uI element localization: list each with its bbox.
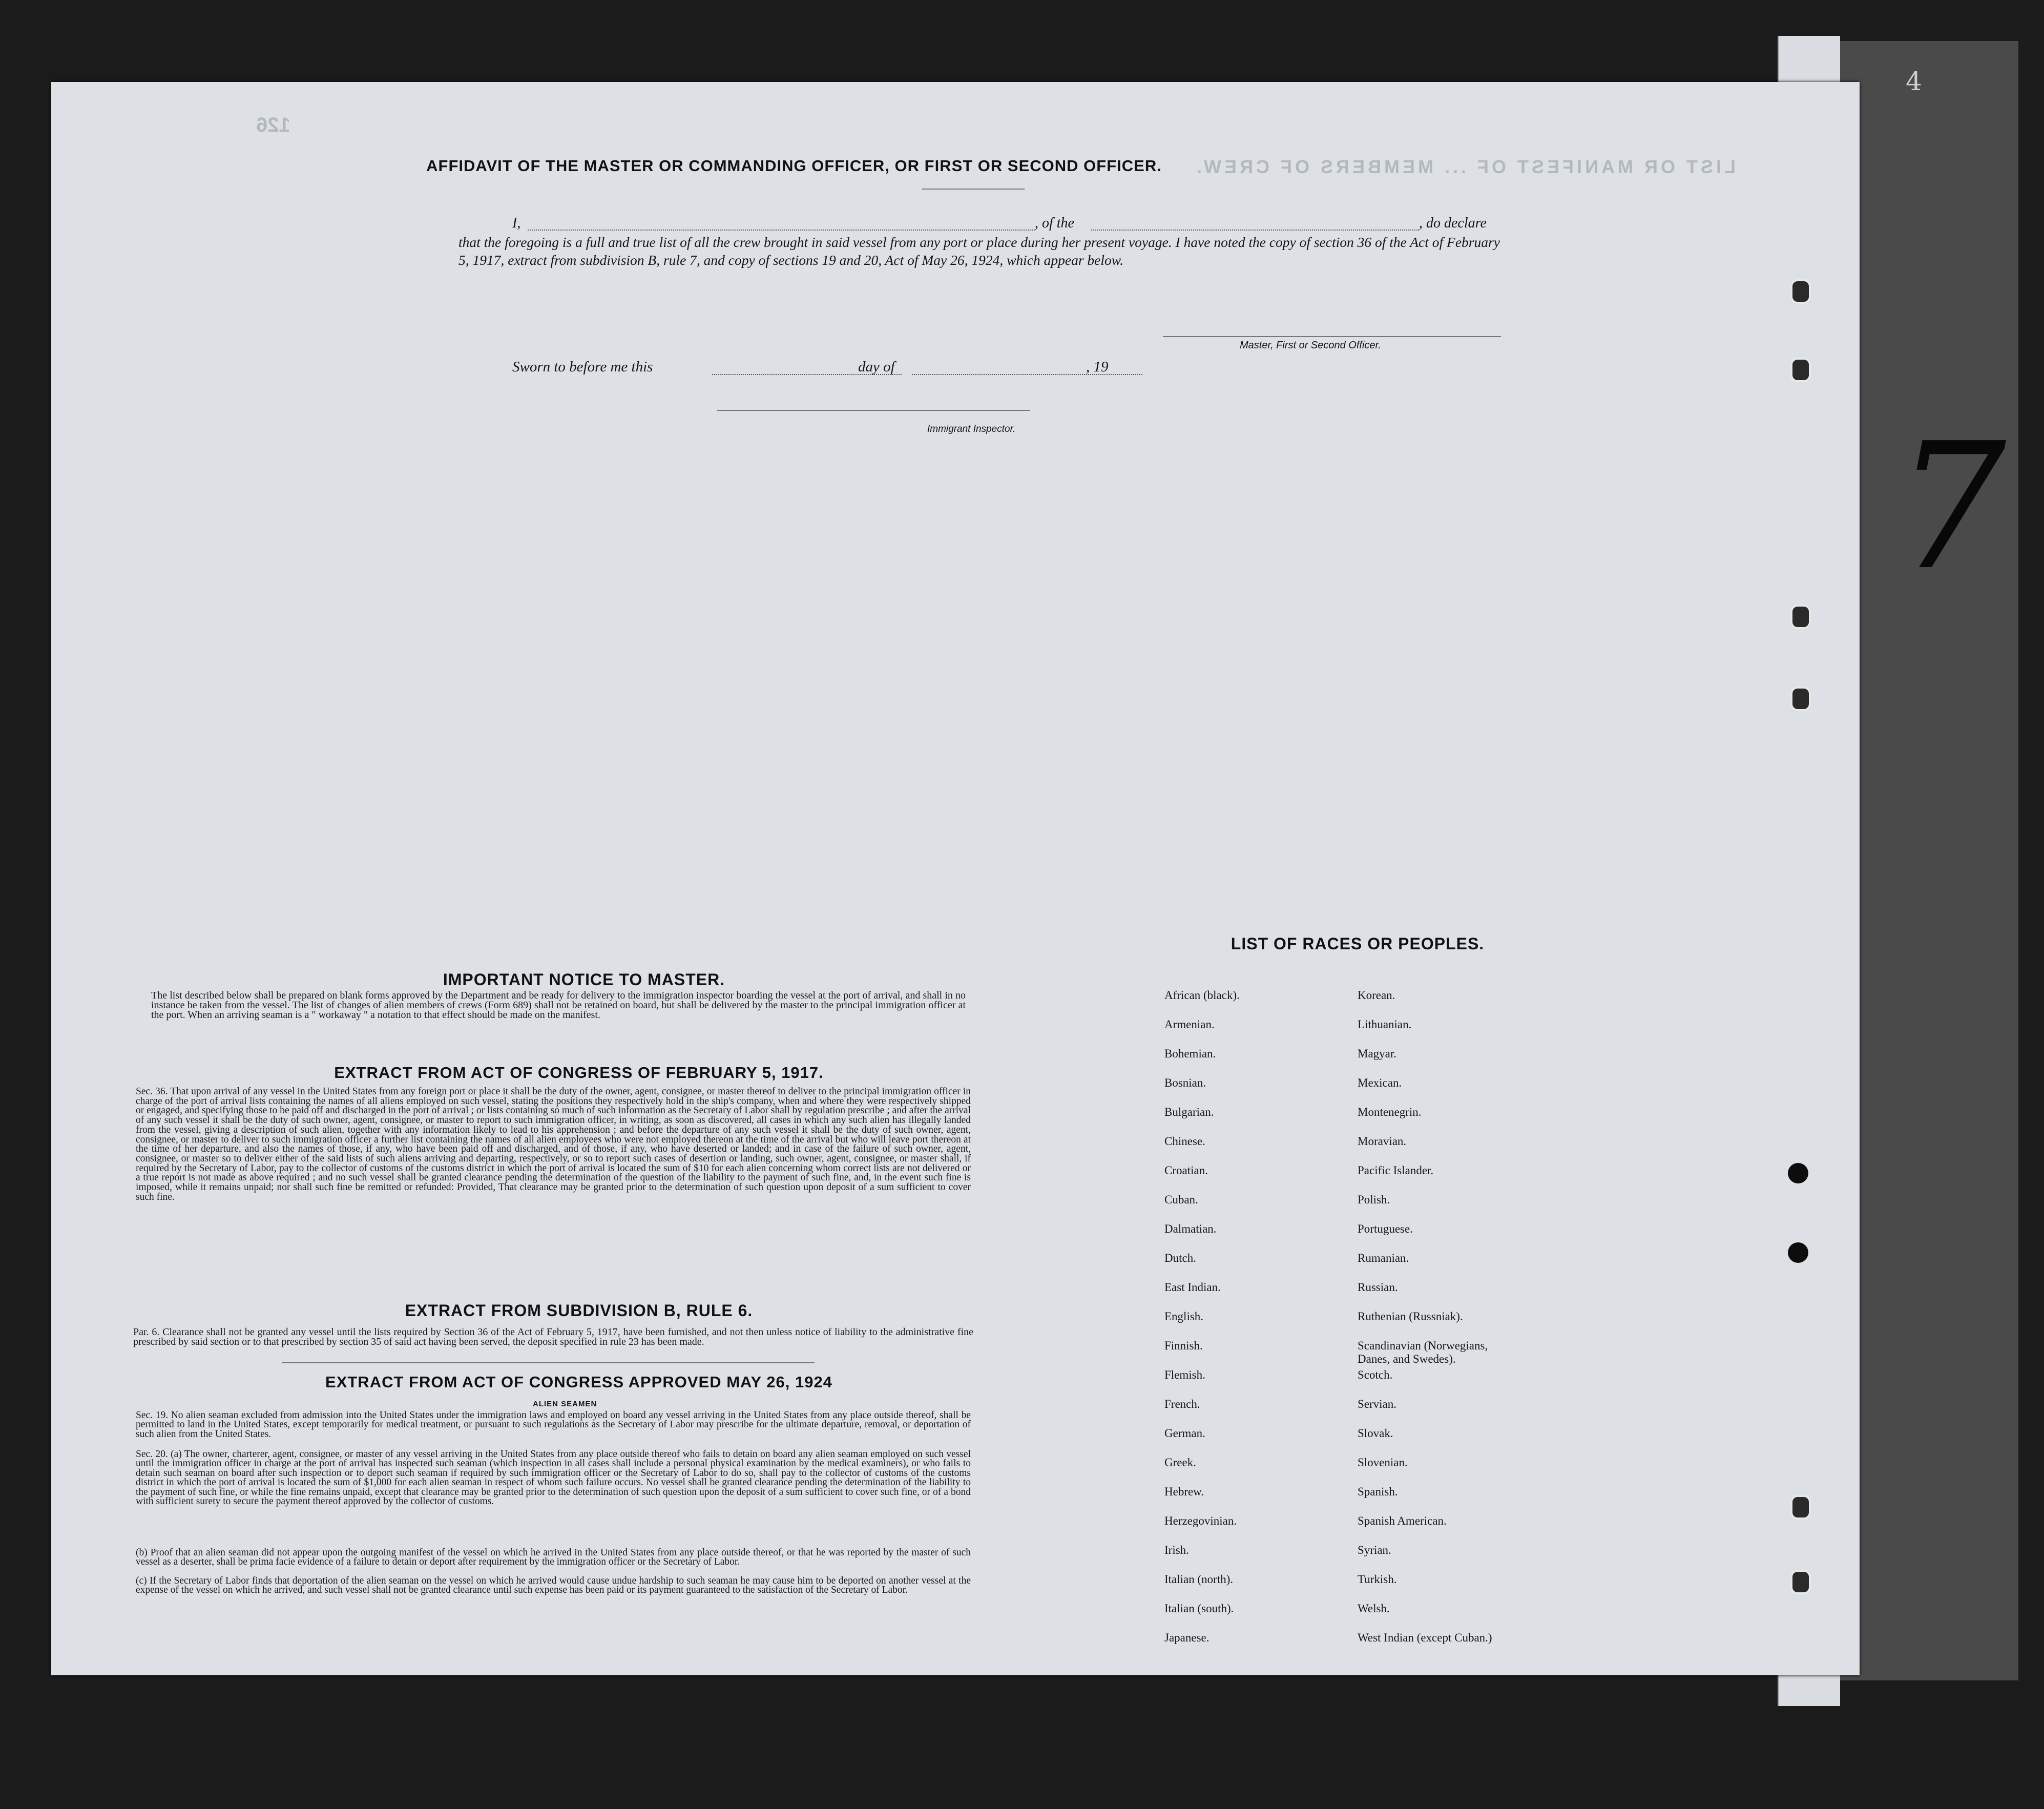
race-entry: Slovenian. bbox=[1358, 1456, 1408, 1469]
race-entry: African (black). bbox=[1164, 989, 1240, 1002]
races-title: LIST OF RACES OR PEOPLES. bbox=[1230, 934, 1485, 953]
binder-hole bbox=[1790, 279, 1811, 304]
corner-number: 4 bbox=[1906, 67, 1922, 96]
race-entry: Rumanian. bbox=[1358, 1252, 1409, 1264]
race-entry: Flemish. bbox=[1164, 1368, 1205, 1381]
race-entry: English. bbox=[1164, 1310, 1204, 1323]
race-entry: Chinese. bbox=[1164, 1135, 1205, 1148]
race-entry: Spanish. bbox=[1358, 1485, 1398, 1498]
day-of-label: day of bbox=[858, 359, 895, 375]
race-entry: Scotch. bbox=[1358, 1368, 1393, 1381]
race-entry: Italian (south). bbox=[1164, 1602, 1234, 1615]
race-entry: Magyar. bbox=[1358, 1047, 1397, 1060]
race-entry: Turkish. bbox=[1358, 1573, 1397, 1586]
race-entry: Armenian. bbox=[1164, 1018, 1215, 1031]
master-name-line bbox=[528, 230, 1035, 231]
race-entry: Herzegovinian. bbox=[1164, 1514, 1237, 1527]
affidavit-i-label: I, bbox=[512, 215, 521, 231]
sec20b-body: (b) Proof that an alien seaman did not appear upon the outgoing manifest of the vessel on which he arrived in the United States from any place outside thereof, or that he was reported by the master of such vessel as a deserter, shall be prima facie evidence of a failure to detain or deport after requirement by the immigration officer or the Secretary of Labor. bbox=[136, 1547, 971, 1568]
race-entry: Hebrew. bbox=[1164, 1485, 1204, 1498]
extract-1917-body: Sec. 36. That upon arrival of any vessel in the United States from any foreign port or place it shall be the duty of the owner, agent, consignee, or master thereof to deliver to the principal immigration officer in charge of the port of arrival lists containing the names of all aliens employed on such vessel, stating the positions they respectively hold in the ship's company, when and where they were respectively shipped or engaged, and specifying those to be paid off and discharged in the port of arrival ; or lists containing so much of such information as the Secretary of Labor shall by regulation prescribe ; and after the arrival of any such vessel it shall be the duty of such owner, agent, consignee, or master to report to such immigration officer, in writing, as soon as discovered, all cases in which any such alien has illegally landed from the vessel, giving a description of such alien, together with any information likely to lead to his apprehension ; and before the departure of any such vessel it shall be the duty of such owner, agent, consignee, or master to deliver to such immigration officer a further list containing the names of all alien employees who were not employed thereon at the time of the arrival but who will leave port thereon at the time of her departure, and also the names of those, if any, who have been paid off and discharged, and of those, if any, who have deserted or landed; and in case of the failure of such owner, agent, consignee, or master so to deliver either of the said lists of such aliens arriving and departing, respectively, or so to report such cases of desertion or landing, such owner, agent, consignee, or master shall, if required by the Secretary of Labor, pay to the collector of customs of the customs district in which the port of arrival is located the sum of $10 for each alien concerning whom correct lists are not delivered or a true report is not made as above required ; and no such vessel shall be granted clearance pending the determination of the question of the liability to the payment of such fine, and, in the event such fine is imposed, while it remains unpaid; nor shall such fine be remitted or refunded: Provided, That clearance may be granted prior to the determination of such question upon deposit of a sum sufficient to cover such fine. bbox=[136, 1086, 971, 1202]
race-entry: Irish. bbox=[1164, 1544, 1189, 1556]
race-entry: Bohemian. bbox=[1164, 1047, 1216, 1060]
inspector-caption: Immigrant Inspector. bbox=[927, 424, 1016, 434]
binder-hole bbox=[1790, 1495, 1811, 1520]
rule6-divider bbox=[282, 1362, 815, 1363]
race-entry: Korean. bbox=[1358, 989, 1395, 1002]
race-entry: Dutch. bbox=[1164, 1252, 1196, 1264]
race-entry: German. bbox=[1164, 1427, 1205, 1440]
race-entry: Servian. bbox=[1358, 1398, 1397, 1410]
race-entry: Slovak. bbox=[1358, 1427, 1393, 1440]
race-entry: Spanish American. bbox=[1358, 1514, 1447, 1527]
race-entry: Finnish. bbox=[1164, 1339, 1203, 1352]
race-entry: Portuguese. bbox=[1358, 1222, 1413, 1235]
race-entry: Scandinavian (Norwegians, Danes, and Swedes). bbox=[1358, 1339, 1488, 1365]
sec20a-body: Sec. 20. (a) The owner, charterer, agent, consignee, or master of any vessel arriving in the United States from any place outside thereof who fails to detain on board any alien seaman employed on such vessel until the immigration officer in charge at the port of arrival has inspected such seaman (which inspection in all cases shall include a personal physical examination by the medical examiners), or who fails to detain such seaman on board after such inspection or to deport such seaman if required by such immigration officer or the Secretary of Labor to do so, shall pay to the collector of customs of the customs district in which the port of arrival is located the sum of $1,000 for each alien seaman in respect of whom such failure occurs. No vessel shall be granted clearance pending the determination of the liability to the payment of such fine, or while the fine remains unpaid, except that clearance may be granted prior to the determination of such question upon the deposit of a sum sufficient to cover such fine, or of a bond with sufficient surety to secure the payment thereof approved by the collector of customs. bbox=[136, 1449, 971, 1507]
race-entry: French. bbox=[1164, 1398, 1200, 1410]
affidavit-body: that the foregoing is a full and true list of all the crew brought in said vessel from any port or place during her present voyage. I have noted the copy of section 36 of the Act of February 5, 1917, extract from subdivision B, rule 7, and copy of sections 19 and 20, Act of May 26, 1924, which appear below. bbox=[458, 234, 1500, 268]
rule6-title: EXTRACT FROM SUBDIVISION B, RULE 6. bbox=[405, 1301, 753, 1320]
affidavit-do-declare-label: , do declare bbox=[1419, 215, 1487, 231]
race-entry: Dalmatian. bbox=[1164, 1222, 1217, 1235]
race-entry: Moravian. bbox=[1358, 1135, 1407, 1148]
inspector-signature-line bbox=[717, 410, 1030, 411]
race-entry: Bulgarian. bbox=[1164, 1106, 1214, 1118]
race-entry: Lithuanian. bbox=[1358, 1018, 1412, 1031]
alien-seamen-subtitle: ALIEN SEAMEN bbox=[533, 1400, 597, 1408]
race-entry: West Indian (except Cuban.) bbox=[1358, 1631, 1492, 1644]
race-entry: Ruthenian (Russniak). bbox=[1358, 1310, 1463, 1323]
punch-mark bbox=[1788, 1242, 1808, 1263]
race-entry: Polish. bbox=[1358, 1193, 1390, 1206]
title-rule bbox=[922, 189, 1025, 190]
large-handwritten-number: 7 bbox=[1895, 406, 2007, 609]
race-entry: Syrian. bbox=[1358, 1544, 1391, 1556]
race-entry: Mexican. bbox=[1358, 1076, 1402, 1089]
notice-title: IMPORTANT NOTICE TO MASTER. bbox=[443, 970, 725, 989]
binder-hole bbox=[1790, 687, 1811, 711]
race-entry: Russian. bbox=[1358, 1281, 1398, 1294]
extract-1924-title: EXTRACT FROM ACT OF CONGRESS APPROVED MAY 26, 1924 bbox=[325, 1373, 832, 1391]
race-entry: Welsh. bbox=[1358, 1602, 1390, 1615]
race-entry: Pacific Islander. bbox=[1358, 1164, 1434, 1177]
master-signature-caption: Master, First or Second Officer. bbox=[1240, 340, 1382, 351]
race-entry: Italian (north). bbox=[1164, 1573, 1234, 1586]
race-entry: Japanese. bbox=[1164, 1631, 1209, 1644]
race-entry: East Indian. bbox=[1164, 1281, 1221, 1294]
notice-body: The list described below shall be prepared on blank forms approved by the Department and be ready for delivery to the immigration inspector boarding the vessel at the port of arrival, and shall in no instance be taken from the vessel. The list of changes of alien members of crews (Form 689) shall not be retained on board, but shall be delivered by the master to the principal immigration officer at the port. When an arriving seaman is a " workaway " a notation to that effect should be made on the manifest. bbox=[151, 990, 966, 1021]
punch-mark bbox=[1788, 1163, 1808, 1183]
race-entry: Croatian. bbox=[1164, 1164, 1208, 1177]
sec19-body: Sec. 19. No alien seaman excluded from admission into the United States under the immigration laws and employed on board any vessel arriving in the United States from any place outside thereof, shall be permitted to land in the United States, except temporarily for medical treatment, or pursuant to such regulations as the Secretary of Labor may prescribe for the ultimate departure, removal, or deportation of such alien from the United States. bbox=[136, 1410, 971, 1440]
vessel-name-line bbox=[1091, 230, 1419, 231]
master-signature-line bbox=[1163, 336, 1501, 337]
bleed-through-title: LIST OR MANIFEST OF ... MEMBERS OF CREW. bbox=[1194, 156, 1736, 177]
binder-hole bbox=[1790, 605, 1811, 629]
sec20c-body: (c) If the Secretary of Labor finds that deportation of the alien seaman on the vessel on which he arrived would cause undue hardship to such seaman he may cause him to be deported on another vessel at the expense of the vessel on which he arrived, and such vessel shall not be granted clearance until such expense has been paid or its payment guaranteed to the satisfaction of the Secretary of Labor. bbox=[136, 1575, 971, 1596]
binder-hole bbox=[1790, 1570, 1811, 1594]
sworn-label: Sworn to before me this bbox=[512, 359, 653, 375]
race-entry: Montenegrin. bbox=[1358, 1106, 1422, 1118]
rule6-body: Par. 6. Clearance shall not be granted any vessel until the lists required by Section 36 of the Act of February 5, 1917, have been furnished, and not then unless notice of liability to the administrative fine prescribed by said section or to that prescribed by section 35 of said act having been served, the deposit specified in rule 23 has been made. bbox=[133, 1326, 973, 1347]
race-entry: Cuban. bbox=[1164, 1193, 1198, 1206]
document-page bbox=[51, 82, 1860, 1675]
binder-hole bbox=[1790, 358, 1811, 382]
bleed-through-page-number: 126 bbox=[256, 114, 290, 136]
extract-1917-title: EXTRACT FROM ACT OF CONGRESS OF FEBRUARY 5, 1917. bbox=[334, 1064, 824, 1082]
affidavit-of-the-label: , of the bbox=[1035, 215, 1074, 231]
race-entry: Greek. bbox=[1164, 1456, 1196, 1469]
race-entry: Bosnian. bbox=[1164, 1076, 1206, 1089]
affidavit-title: AFFIDAVIT OF THE MASTER OR COMMANDING OFFICER, OR FIRST OR SECOND OFFICER. bbox=[426, 157, 1162, 175]
year-label: , 19 bbox=[1086, 359, 1109, 375]
